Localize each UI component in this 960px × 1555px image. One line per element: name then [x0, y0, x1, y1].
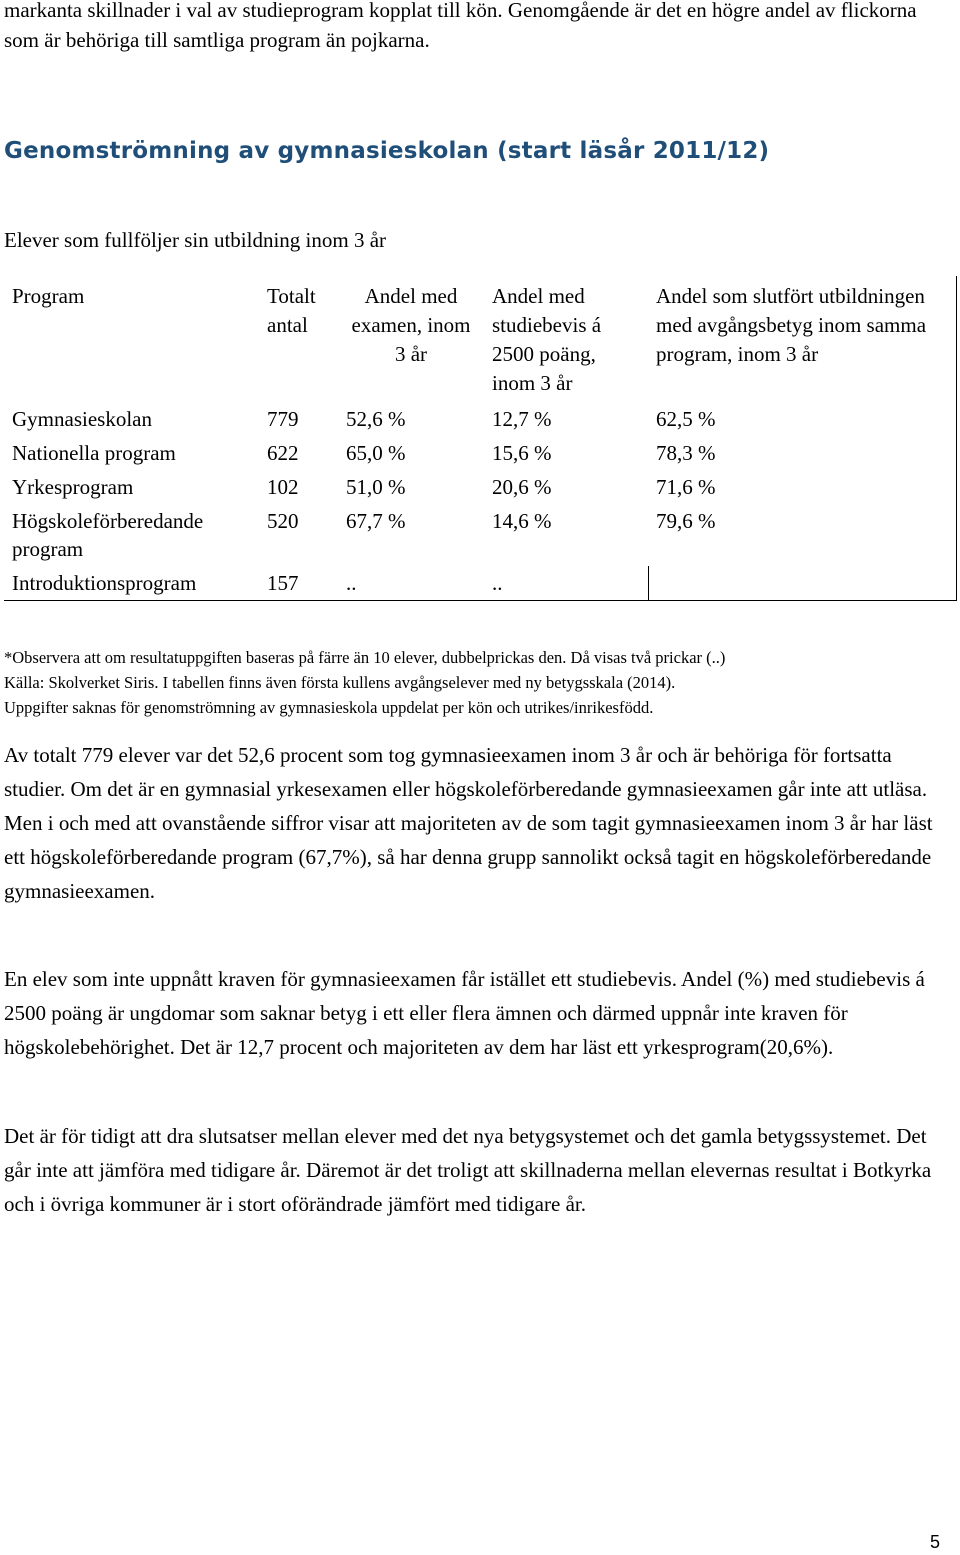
cell-total: 779 [267, 407, 299, 431]
cell-total: 520 [267, 509, 299, 533]
cell-program: Introduktionsprogram [12, 571, 197, 595]
footnote-line: Källa: Skolverket Siris. I tabellen finns även första kullens avgångselever med ny betygsskala (2014). [4, 673, 676, 692]
cell-exam: 65,0 % [346, 441, 406, 465]
cell-program: Gymnasieskolan [12, 407, 152, 431]
cell-program: Nationella program [12, 441, 176, 465]
body-paragraph: En elev som inte uppnått kraven för gymnasieexamen får istället ett studiebevis. Andel (%) med studiebevis á 2500 poäng är ungdomar som saknar betyg i ett eller flera ämnen och därmed uppnår inte kraven för högskolebehörighet. Det är 12,7 procent och majoriteten av dem har läst ett yrkesprogram(20,6%). [4, 967, 925, 1059]
header-total: Totalt antal [267, 284, 316, 337]
cell-certificate: 20,6 % [492, 475, 552, 499]
body-paragraph: Av totalt 779 elever var det 52,6 procent som tog gymnasieexamen inom 3 år och är behöriga för fortsatta studier. Om det är en gymnasial yrkesexamen eller högskoleförberedande gymnasieexamen går inte att utläsa. Men i och med att ovanstående siffror visar att majoriteten av de som tagit gymnasieexamen inom 3 år har läst ett högskoleförberedande program (67,7%), så har denna grupp sannolikt också tagit en högskoleförberedande gymnasieexamen. [4, 743, 933, 903]
cell-exam: 52,6 % [346, 407, 406, 431]
cell-total: 157 [267, 571, 299, 595]
cell-leaving-grades: 78,3 % [656, 441, 716, 465]
header-program: Program [12, 284, 85, 308]
footnote-line: Uppgifter saknas för genomströmning av gymnasieskola uppdelat per kön och utrikes/inrikesfödd. [4, 698, 654, 717]
intro-paragraph: markanta skillnader i val av studieprogram kopplat till kön. Genomgående är det en högre andel av flickorna som är behöriga till samtliga program än pojkarna. [4, 0, 917, 52]
cell-leaving-grades: 62,5 % [656, 407, 716, 431]
cell-program: Högskoleförberedande program [12, 509, 204, 561]
page-number: 5 [930, 1532, 941, 1552]
cell-leaving-grades: 71,6 % [656, 475, 716, 499]
cell-leaving-grades: 79,6 % [656, 509, 716, 533]
cell-certificate: 14,6 % [492, 509, 552, 533]
table-subheading: Elever som fullföljer sin utbildning inom 3 år [4, 228, 387, 252]
cell-exam: .. [346, 571, 357, 595]
table-row [4, 504, 957, 566]
cell-certificate: 12,7 % [492, 407, 552, 431]
cell-program: Yrkesprogram [12, 475, 134, 499]
header-exam-share: Andel med examen, inom 3 år [351, 284, 471, 366]
table-row [4, 436, 957, 470]
cell-total: 102 [267, 475, 299, 499]
cell-exam: 51,0 % [346, 475, 406, 499]
table-row [4, 470, 957, 504]
footnote-line: *Observera att om resultatuppgiften baseras på färre än 10 elever, dubbelprickas den. Då visas två prickar (..) [4, 648, 726, 667]
cell-certificate: 15,6 % [492, 441, 552, 465]
cell-total: 622 [267, 441, 299, 465]
table-footnote [4, 645, 954, 720]
cell-leaving-grades [648, 566, 957, 601]
table-row [4, 402, 957, 436]
results-table [4, 276, 957, 601]
body-paragraph: Det är för tidigt att dra slutsatser mellan elever med det nya betygsystemet och det gamla betygssystemet. Det går inte att jämföra med tidigare år. Däremot är det troligt att skillnaderna mellan elevernas resultat i Botkyrka och i övriga kommuner är i stort oförändrade jämfört med tidigare år. [4, 1124, 932, 1216]
table-row [4, 566, 957, 601]
cell-exam: 67,7 % [346, 509, 406, 533]
header-certificate-share: Andel med studiebevis á 2500 poäng, inom 3 år [492, 284, 602, 395]
table-header-row [4, 276, 957, 402]
header-leaving-grades-share: Andel som slutfört utbildningen med avgångsbetyg inom samma program, inom 3 år [656, 284, 927, 366]
section-heading: Genomströmning av gymnasieskolan (start läsår 2011/12) [4, 138, 770, 164]
cell-certificate: .. [484, 566, 648, 601]
